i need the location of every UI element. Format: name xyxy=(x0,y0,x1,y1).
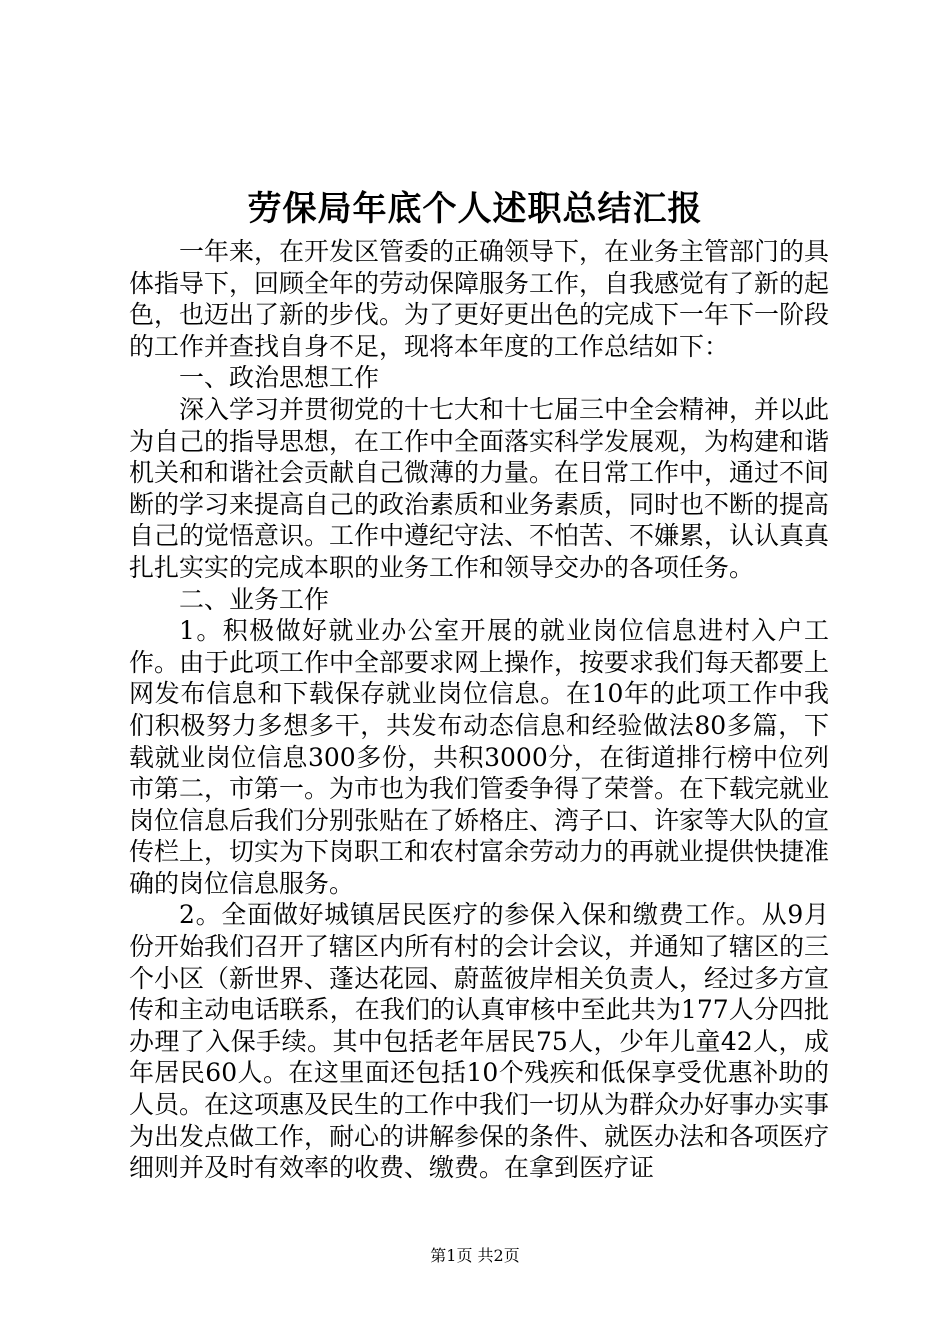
section-heading-business: 二、业务工作 xyxy=(179,584,330,614)
page-number-footer: 第1页 共2页 xyxy=(430,1246,520,1265)
section-heading-political: 一、政治思想工作 xyxy=(179,363,380,393)
paragraph-political: 深入学习并贯彻党的十七大和十七届三中全会精神，并以此为自己的指导思想，在工作中全面落实科学发展观，为构建和谐机关和和谐社会贡献自己微薄的力量。在日常工作中，通过不间断的学习来提高自己的政治素质和业务素质，同时也不断的提高自己的觉悟意识。工作中遵纪守法、不怕苦、不嫌累，认认真真扎扎实实的完成本职的业务工作和领导交办的各项任务。 xyxy=(129,394,830,582)
document-title: 劳保局年底个人述职总结汇报 xyxy=(247,189,703,229)
paragraph-business-2: 2。全面做好城镇居民医疗的参保入保和缴费工作。从9月份开始我们召开了辖区内所有村的会计会议，并通知了辖区的三个小区（新世界、蓬达花园、蔚蓝彼岸相关负责人，经过多方宣传和主动电话联系，在我们的认真审核中至此共为177人分四批办理了入保手续。其中包括老年居民75人，少年儿童42人，成年居民60人。在这里面还包括10个残疾和低保享受优惠补助的人员。在这项惠及民生的工作中我们一切从为群众办好事办实事为出发点做工作，耐心的讲解参保的条件、就医办法和各项医疗细则并及时有效率的收费、缴费。在拿到医疗证 xyxy=(129,900,830,1183)
paragraph-intro: 一年来，在开发区管委的正确领导下，在业务主管部门的具体指导下，回顾全年的劳动保障服务工作，自我感觉有了新的起色，也迈出了新的步伐。为了更好更出色的完成下一年下一阶段的工作并查找自身不足，现将本年度的工作总结如下： xyxy=(129,237,830,361)
paragraph-business-1: 1。积极做好就业办公室开展的就业岗位信息进村入户工作。由于此项工作中全部要求网上操作，按要求我们每天都要上网发布信息和下载保存就业岗位信息。在10年的此项工作中我们积极努力多想多干，共发布动态信息和经验做法80多篇，下载就业岗位信息300多份，共积3000分，在街道排行榜中位列市第二，市第一。为市也为我们管委争得了荣誉。在下载完就业岗位信息后我们分别张贴在了娇格庄、湾子口、许家等大队的宣传栏上，切实为下岗职工和农村富余劳动力的再就业提供快捷准确的岗位信息服务。 xyxy=(129,616,830,898)
document-body xyxy=(129,236,829,1184)
